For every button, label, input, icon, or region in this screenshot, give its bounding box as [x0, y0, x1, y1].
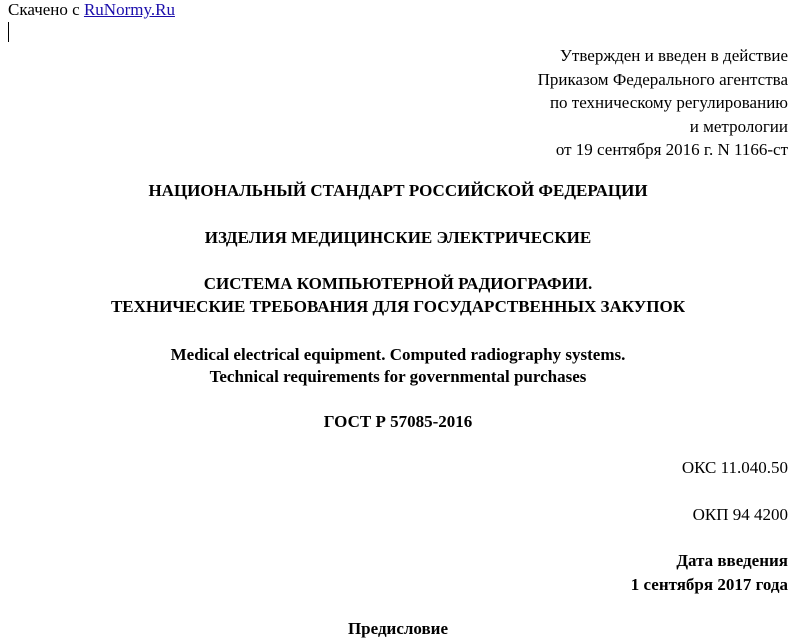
- introduction-date-block: [631, 549, 788, 597]
- introduction-date: 1 сентября 2017 года: [630, 575, 788, 594]
- document-name-line: СИСТЕМА КОМПЬЮТЕРНОЙ РАДИОГРАФИИ.: [203, 274, 593, 293]
- text-cursor: [8, 22, 9, 42]
- approval-line: Утвержден и введен в действие: [559, 46, 788, 65]
- english-title-line: Technical requirements for governmental purchases: [209, 367, 587, 386]
- category-title: ИЗДЕЛИЯ МЕДИЦИНСКИЕ ЭЛЕКТРИЧЕСКИЕ: [204, 228, 592, 247]
- preface-heading: Предисловие: [347, 619, 449, 638]
- approval-block: [538, 44, 788, 162]
- source-link[interactable]: RuNormy.Ru: [83, 0, 175, 19]
- okp-code: ОКП 94 4200: [692, 505, 788, 524]
- approval-line: Приказом Федерального агентства: [537, 69, 788, 89]
- standard-title: НАЦИОНАЛЬНЫЙ СТАНДАРТ РОССИЙСКОЙ ФЕДЕРАЦИИ: [148, 181, 648, 200]
- introduction-label: Дата введения: [676, 551, 788, 570]
- oks-code: ОКС 11.040.50: [681, 458, 788, 477]
- english-title: [0, 344, 790, 388]
- approval-line: по техническому регулированию: [549, 93, 788, 112]
- approval-line: от 19 сентября 2016 г. N 1166-ст: [555, 140, 788, 159]
- approval-line: и метрологии: [689, 116, 788, 136]
- source-prefix: Скачено с: [8, 0, 84, 19]
- document-name: [0, 272, 790, 318]
- source-line: [8, 0, 175, 20]
- document-name-line: ТЕХНИЧЕСКИЕ ТРЕБОВАНИЯ ДЛЯ ГОСУДАРСТВЕННЫХ ЗАКУПОК: [110, 297, 686, 316]
- english-title-line: Medical electrical equipment. Computed radiography systems.: [170, 345, 626, 364]
- gost-number: ГОСТ Р 57085-2016: [323, 412, 473, 431]
